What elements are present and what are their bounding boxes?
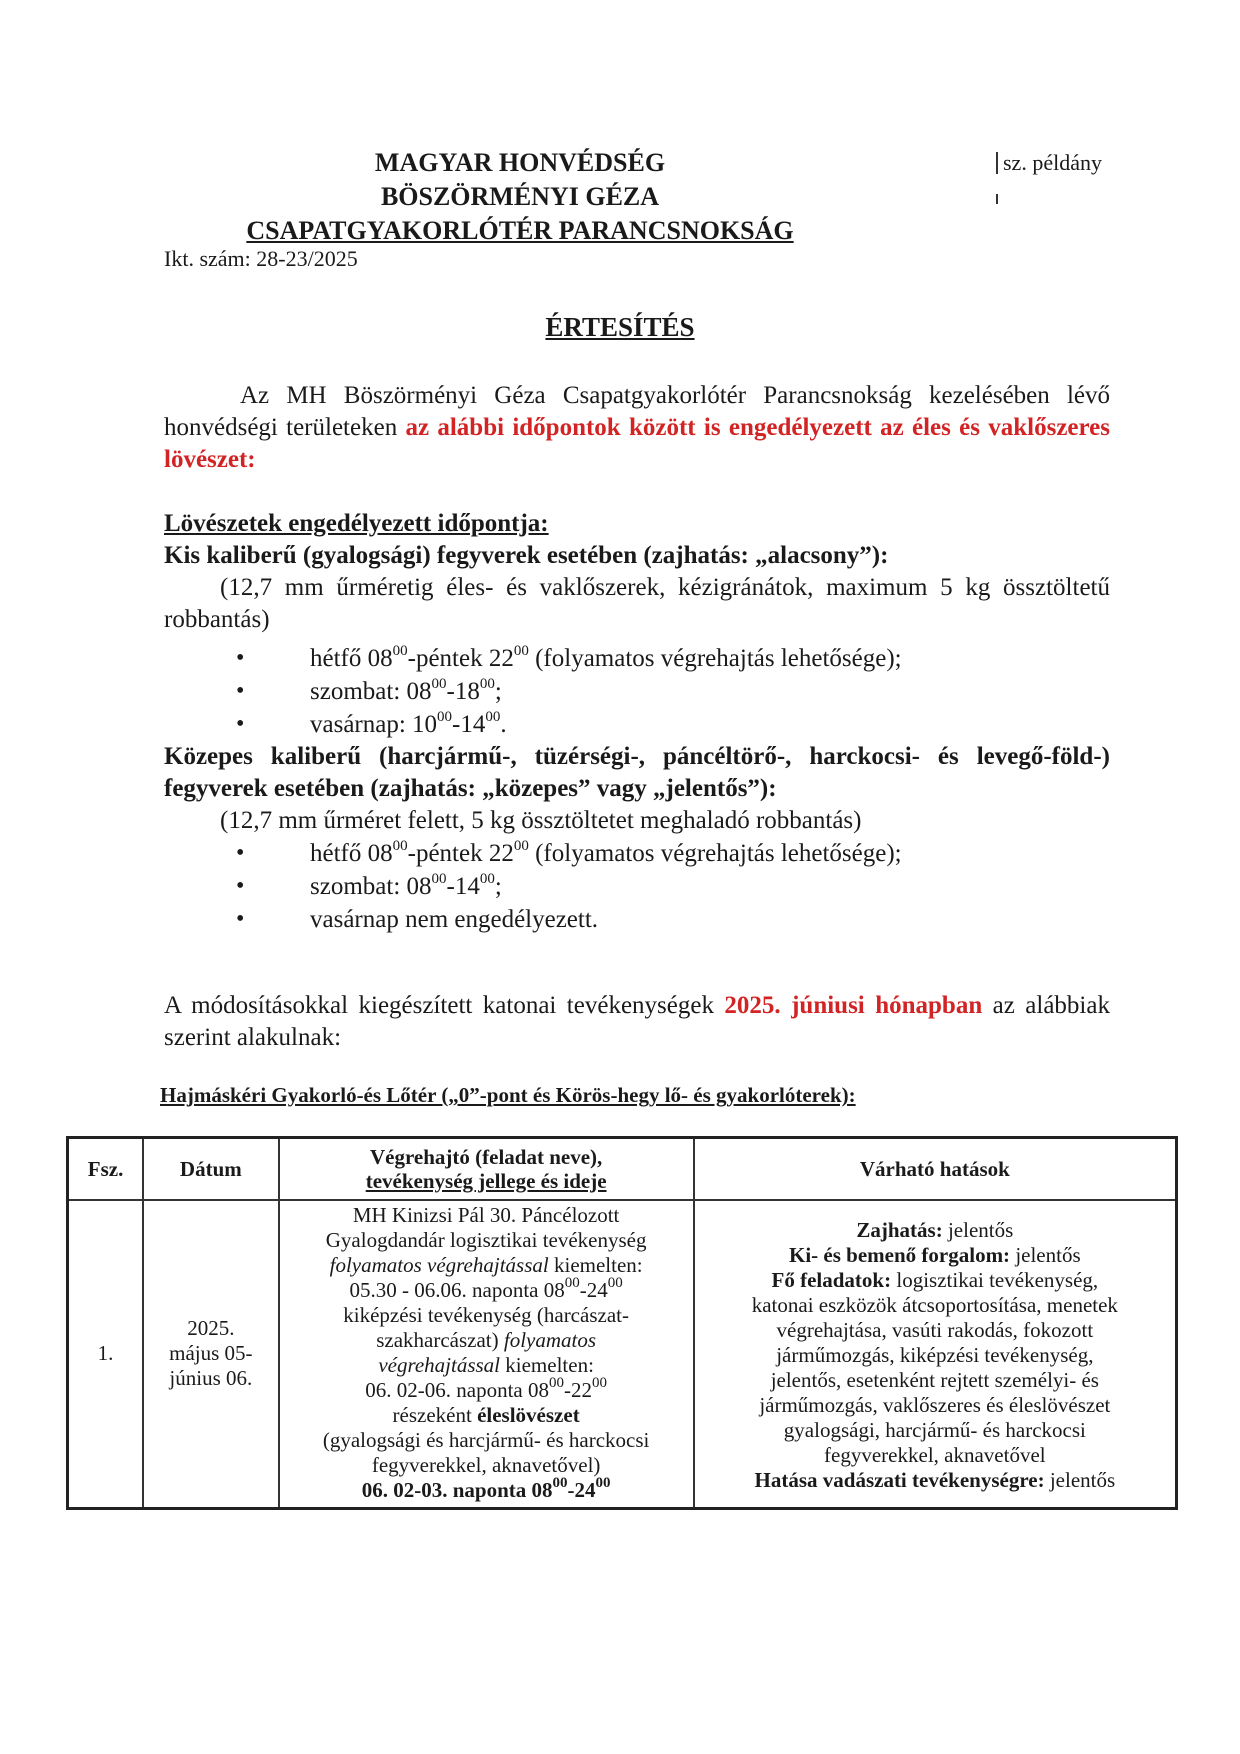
- small-caliber-desc: (12,7 mm űrméretig éles- és vaklőszerek, kézigránátok, maximum 5 kg össztöltetű robbantás): [164, 574, 1110, 633]
- month-text-2: az alábbiak szerint alakulnak:: [164, 992, 1110, 1051]
- range-title: Hajmáskéri Gyakorló-és Lőtér („0”-pont és Körös-hegy lő- és gyakorlóterek):: [160, 1083, 856, 1107]
- header-fsz: Fsz.: [68, 1138, 144, 1200]
- cell-date: 2025. május 05- június 06.: [143, 1200, 278, 1509]
- list-item: • szombat: $08^{00}-14^{00}$;: [164, 870, 1110, 903]
- organization-name: [160, 146, 880, 248]
- header-vegrehajto: Végrehajtó (feladat neve), tevékenység jellege és ideje: [279, 1138, 694, 1200]
- intro-highlight: az alábbi időpontok között is engedélyezett az éles és vaklőszeres lövészet:: [164, 414, 1110, 473]
- list-item: • vasárnap: $10^{00}-14^{00}$.: [164, 708, 1110, 741]
- copy-number-label: sz. példány: [1003, 150, 1102, 175]
- registration-number: Ikt. szám: 28-23/2025: [164, 246, 358, 271]
- list-item: • vasárnap nem engedélyezett.: [164, 903, 1110, 936]
- cell-executor: MH Kinizsi Pál 30. Páncélozott Gyalogdandár logisztikai tevékenység folyamatos végrehajtással kiemelten: 05.30 - 06.06. naponta $08^{00}-24^{00}$ kiképzési tevékenység (harcászat- szakharcászat) folyamatos végrehajtással kiemelten: 06. 02-06. naponta $08^{00}-22^{00}$ részeként éleslövészet (gyalogsági és harcjármű- és harckocsi fegyverekkel, aknavetővel) 06. 02-03. naponta $08^{00}-24^{00}$: [279, 1200, 694, 1509]
- org-line-1: MAGYAR HONVÉDSÉG: [374, 148, 666, 177]
- copy-field-mark: [996, 152, 998, 174]
- table-row: [68, 1200, 1177, 1509]
- shooting-heading: Lövészetek engedélyezett időpontja:: [164, 510, 549, 537]
- medium-caliber-desc: (12,7 mm űrméret felett, 5 kg össztöltetet meghaladó robbantás): [220, 807, 862, 834]
- month-highlight: 2025. júniusi hónapban: [724, 992, 983, 1019]
- intro-paragraph: [164, 380, 1110, 476]
- shooting-section: [164, 508, 1110, 936]
- medium-caliber-title: Közepes kaliberű (harcjármű-, tüzérségi-, páncéltörő-, harckocsi- és levegő-föld-) fegyverek esetében (zajhatás: „közepes” vagy „jelentős”):: [164, 743, 1110, 802]
- copy-field-mark: [996, 194, 998, 204]
- org-line-3: CSAPATGYAKORLÓTÉR PARANCSNOKSÁG: [246, 216, 794, 245]
- medium-caliber-times: [164, 837, 1110, 936]
- cell-fsz: 1.: [68, 1200, 144, 1509]
- small-caliber-times: [164, 642, 1110, 741]
- list-item: • hétfő $08^{00}$-péntek $22^{00}$ (folyamatos végrehajtás lehetősége);: [164, 642, 1110, 675]
- events-table: [66, 1136, 1178, 1510]
- org-line-2: BÖSZÖRMÉNYI GÉZA: [380, 182, 660, 211]
- header-hatasok: Várható hatások: [694, 1138, 1177, 1200]
- list-item: • szombat: $08^{00}-18^{00}$;: [164, 675, 1110, 708]
- month-paragraph: [164, 990, 1110, 1054]
- intro-text: Az MH Böszörményi Géza Csapatgyakorlótér Parancsnokság kezelésében lévő honvédségi területeken: [164, 382, 1110, 441]
- table-header-row: [68, 1138, 1177, 1200]
- month-text-1: A módosításokkal kiegészített katonai tevékenységek: [164, 992, 725, 1019]
- small-caliber-title: Kis kaliberű (gyalogsági) fegyverek esetében (zajhatás: „alacsony”):: [164, 542, 889, 569]
- list-item: • hétfő $08^{00}$-péntek $22^{00}$ (folyamatos végrehajtás lehetősége);: [164, 837, 1110, 870]
- cell-effects: Zajhatás: jelentős Ki- és bemenő forgalom: jelentős Fő feladatok: logisztikai tevékenység, katonai eszközök átcsoportosítása, menetek végrehajtása, vasúti rakodás, fokozott járműmozgás, kiképzési tevékenység, jelentős, esetenként rejtett személyi- és járműmozgás, vaklőszeres és éleslövészet gyalogsági, harcjármű- és harckocsi fegyverekkel, aknavetővel Hatása vadászati tevékenységre: jelentős: [694, 1200, 1177, 1509]
- document-title: ÉRTESÍTÉS: [545, 312, 695, 342]
- header-datum: Dátum: [143, 1138, 278, 1200]
